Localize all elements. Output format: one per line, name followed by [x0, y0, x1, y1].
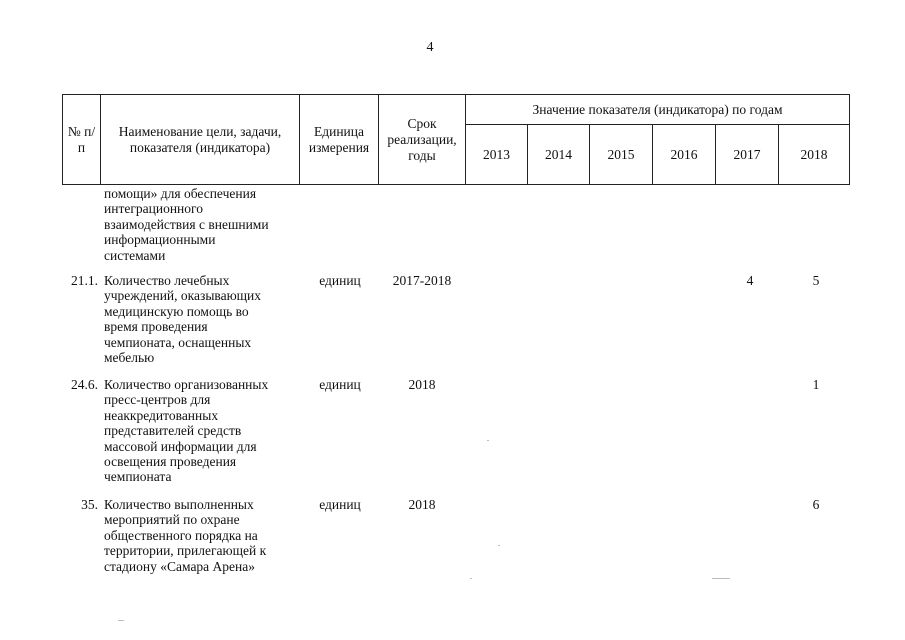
row-term: 2018 — [408, 377, 436, 392]
row-term: 2017-2018 — [392, 273, 452, 288]
header-col-name — [100, 94, 300, 185]
name-line: пресс-центров для — [104, 392, 211, 408]
header-col-unit — [299, 94, 379, 185]
header-year-2014 — [527, 124, 590, 185]
scan-speck — [498, 545, 500, 546]
name-line: неаккредитованных — [104, 407, 219, 423]
header-year-label: 2017 — [733, 146, 761, 162]
name-line: Количество организованных — [104, 377, 269, 392]
row-term: 2018 — [408, 497, 436, 512]
header-year-2017 — [715, 124, 779, 185]
header-year-label: 2013 — [483, 146, 510, 162]
header-col-term-label: Срок реализации, годы — [387, 115, 457, 163]
name-line: помощи» для обеспечения — [104, 186, 257, 201]
header-year-label: 2015 — [607, 146, 635, 162]
name-line: чемпионата — [104, 469, 172, 485]
name-line: учреждений, оказывающих — [104, 288, 262, 304]
header-year-label: 2016 — [670, 146, 698, 162]
scan-speck — [118, 620, 124, 621]
name-line: взаимодействия с внешними — [104, 216, 269, 232]
row-number: 21.1. — [71, 273, 98, 288]
continued-name — [104, 186, 304, 263]
name-line: территории, прилегающей к — [104, 543, 267, 559]
row-value-2017: 4 — [746, 273, 754, 288]
scan-speck — [487, 440, 489, 441]
name-line: информационными — [104, 232, 216, 248]
header-col-name-label: Наименование цели, задачи, показателя (индикатора) — [118, 123, 282, 155]
header-col-values-label: Значение показателя (индикатора) по годам — [532, 101, 783, 117]
header-year-2015 — [589, 124, 653, 185]
row-unit: единиц — [319, 273, 361, 288]
header-year-label: 2014 — [545, 146, 572, 162]
name-line: общественного порядка на — [104, 527, 258, 543]
row-name — [104, 377, 304, 485]
row-value-2018: 5 — [812, 273, 820, 288]
row-name — [104, 497, 304, 574]
name-line: системами — [104, 247, 166, 263]
header-year-label: 2018 — [800, 146, 828, 162]
header-year-2018 — [778, 124, 850, 185]
header-col-values — [465, 94, 850, 125]
name-line: медицинскую помощь во — [104, 303, 249, 319]
row-unit: единиц — [319, 377, 361, 392]
row-unit: единиц — [319, 497, 361, 512]
name-line: интеграционного — [104, 201, 203, 217]
row-number: 35. — [81, 497, 98, 512]
row-number: 24.6. — [71, 377, 98, 392]
name-line: мебелью — [104, 350, 155, 366]
header-year-2013 — [465, 124, 528, 185]
header-col-unit-label: Единица измерения — [308, 123, 370, 155]
name-line: время проведения — [104, 319, 208, 335]
header-col-number-label: № п/п — [67, 123, 96, 155]
header-year-2016 — [652, 124, 716, 185]
name-line: массовой информации для — [104, 438, 257, 454]
name-line: Количество выполненных — [104, 497, 254, 512]
name-line: чемпионата, оснащенных — [104, 334, 252, 350]
scan-speck — [470, 578, 472, 579]
row-name — [104, 273, 304, 365]
name-line: мероприятий по охране — [104, 512, 240, 528]
name-line: стадиону «Самара Арена» — [104, 558, 256, 574]
page-number: 4 — [426, 40, 434, 55]
row-value-2018: 6 — [812, 497, 820, 512]
scan-speck — [712, 578, 730, 579]
header-col-term — [378, 94, 466, 185]
name-line: представителей средств — [104, 423, 242, 439]
row-value-2018: 1 — [812, 377, 820, 392]
name-line: Количество лечебных — [104, 273, 230, 288]
name-line: освещения проведения — [104, 454, 237, 470]
header-col-number — [62, 94, 101, 185]
